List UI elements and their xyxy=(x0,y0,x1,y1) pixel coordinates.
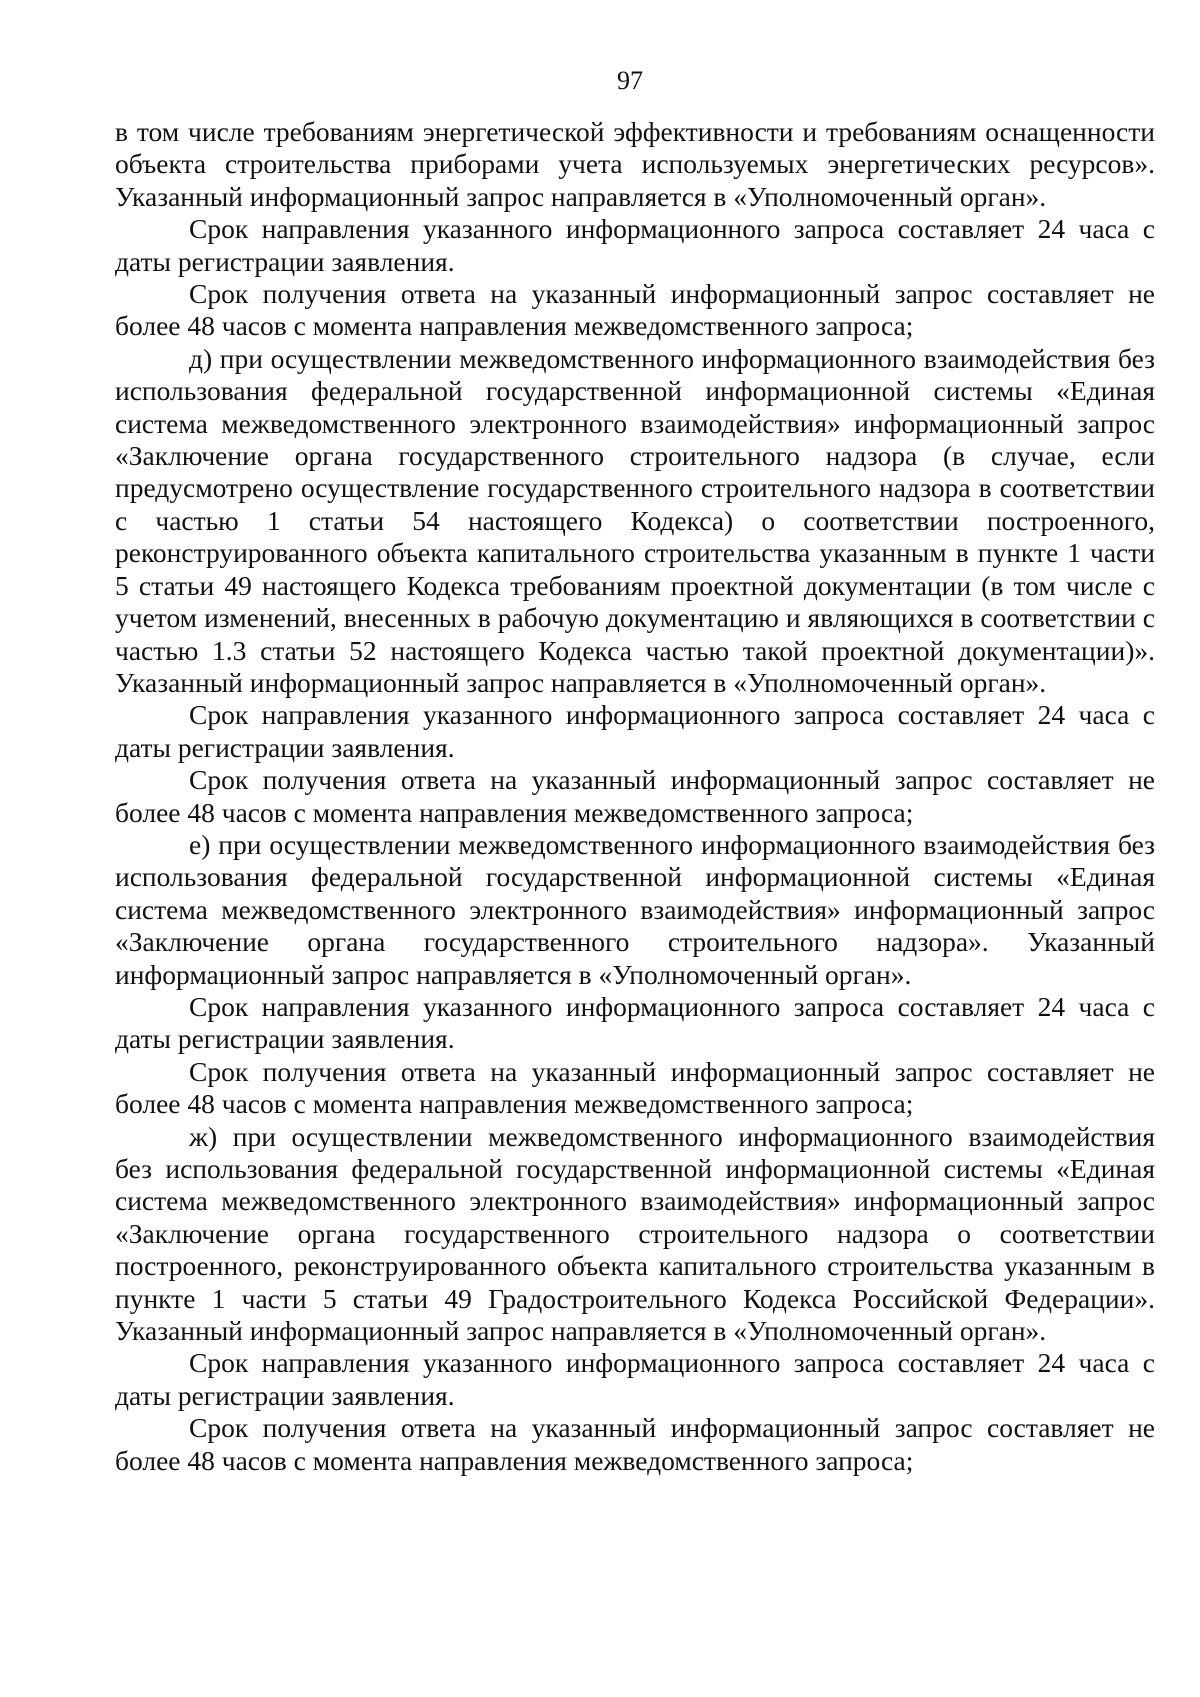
paragraph-item-e: е) при осуществлении межведомственного информационного взаимодействия без использования федеральной государственной информационной системы «Единая система межведомственного электронного взаимодействия» информационный запрос «Заключение органа государственного строительного надзора». Указанный информационный запрос направляется в «Уполномоченный орган». xyxy=(115,828,1155,990)
page-number: 97 xyxy=(617,66,643,95)
paragraph-response-deadline: Срок получения ответа на указанный информационный запрос составляет не более 48 часов с момента направления межведомственного запроса; xyxy=(115,1412,1155,1476)
paragraph-request-deadline: Срок направления указанного информационного запроса составляет 24 часа с даты регистрации заявления. xyxy=(115,699,1155,763)
paragraph-response-deadline: Срок получения ответа на указанный информационный запрос составляет не более 48 часов с момента направления межведомственного запроса; xyxy=(115,1055,1155,1120)
paragraph-item-d: д) при осуществлении межведомственного информационного взаимодействия без использования федеральной государственной информационной системы «Единая система межведомственного электронного взаимодействия» информационный запрос «Заключение органа государственного строительного надзора (в случае, если предусмотрено осуществление государственного строительного надзора в соответствии с частью 1 статьи 54 настоящего Кодекса) о соответствии построенного, реконструированного объекта капитального строительства указанным в пункте 1 части 5 статьи 49 настоящего Кодекса требованиям проектной документации (в том числе с учетом изменений, внесенных в рабочую документацию и являющихся в соответствии с частью 1.3 статьи 52 настоящего Кодекса частью такой проектной документации)». Указанный информационный запрос направляется в «Уполномоченный орган». xyxy=(115,342,1155,698)
paragraph-request-deadline: Срок направления указанного информационного запроса составляет 24 часа с даты регистрации заявления. xyxy=(115,213,1155,277)
paragraph-response-deadline: Срок получения ответа на указанный информационный запрос составляет не более 48 часов с момента направления межведомственного запроса; xyxy=(115,764,1155,828)
paragraph-request-deadline: Срок направления указанного информационного запроса составляет 24 часа с даты регистрации заявления. xyxy=(115,990,1155,1055)
paragraph-response-deadline: Срок получения ответа на указанный информационный запрос составляет не более 48 часов с момента направления межведомственного запроса; xyxy=(115,278,1155,342)
document-body xyxy=(115,116,1155,1477)
paragraph-item-zh: ж) при осуществлении межведомственного информационного взаимодействия без использования федеральной государственной информационной системы «Единая система межведомственного электронного взаимодействия» информационный запрос «Заключение органа государственного строительного надзора о соответствии построенного, реконструированного объекта капитального строительства указанным в пункте 1 части 5 статьи 49 Градостроительного Кодекса Российской Федерации». Указанный информационный запрос направляется в «Уполномоченный орган». xyxy=(115,1120,1155,1347)
paragraph-request-deadline: Срок направления указанного информационного запроса составляет 24 часа с даты регистрации заявления. xyxy=(115,1347,1155,1411)
paragraph-continuation: в том числе требованиям энергетической эффективности и требованиям оснащенности объекта строительства приборами учета используемых энергетических ресурсов». Указанный информационный запрос направляется в «Уполномоченный орган». xyxy=(115,116,1155,212)
